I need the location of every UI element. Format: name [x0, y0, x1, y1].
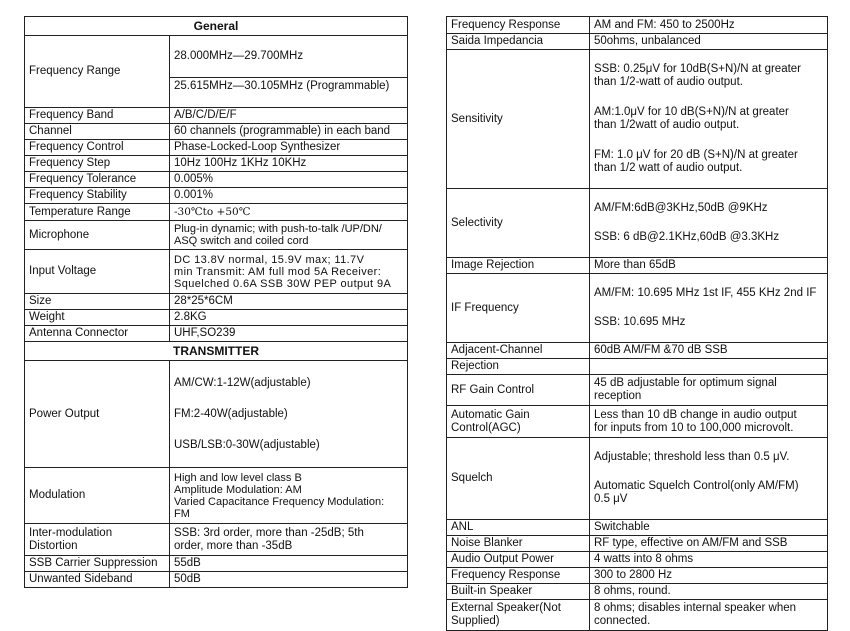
spec-row	[25, 108, 408, 124]
spec-value: 28.000MHz—29.700MHz	[174, 50, 304, 62]
spec-value: SSB: 6 dB@2.1KHz,60dB @3.3KHz	[594, 231, 780, 243]
spec-value: AM:1.0μV for 10 dB(S+N)/N at greater than 1/2watt of audio output.	[594, 106, 789, 131]
spec-row	[25, 294, 408, 310]
spec-value: More than 65dB	[590, 258, 828, 274]
spec-row	[447, 50, 828, 189]
spec-row	[25, 156, 408, 172]
spec-value: SSB: 0.25μV for 10dB(S+N)/N at greater than 1/2-watt of audio output.	[594, 63, 802, 88]
spec-value: Less than 10 dB change in audio output for inputs from 10 to 100,000 microvolt.	[590, 406, 828, 438]
spec-label: Audio Output Power	[447, 552, 590, 568]
spec-label: Squelch	[447, 438, 590, 520]
spec-value: AM/FM:6dB@3KHz,50dB @9KHz	[594, 202, 768, 214]
spec-row	[447, 258, 828, 274]
spec-row	[25, 172, 408, 188]
spec-value: High and low level class B Amplitude Modulation: AM Varied Capacitance Frequency Modulation: FM	[170, 468, 408, 524]
spec-row	[447, 552, 828, 568]
spec-row	[25, 250, 408, 294]
spec-label: RF Gain Control	[447, 375, 590, 406]
spec-row	[447, 274, 828, 343]
spec-value: 4 watts into 8 ohms	[590, 552, 828, 568]
spec-row	[25, 140, 408, 156]
spec-label: Frequency Control	[25, 140, 170, 156]
spec-label: IF Frequency	[447, 274, 590, 343]
spec-label: Weight	[25, 310, 170, 326]
spec-value: -30℃to +50℃	[170, 204, 408, 221]
spec-value: 50ohms, unbalanced	[590, 34, 828, 50]
spec-value: AM/FM: 10.695 MHz 1st IF, 455 KHz 2nd IF	[594, 287, 817, 299]
spec-row	[447, 406, 828, 438]
spec-value: 10Hz 100Hz 1KHz 10KHz	[170, 156, 408, 172]
spec-value: 60 channels (programmable) in each band	[170, 124, 408, 140]
spec-label: Selectivity	[447, 189, 590, 258]
spec-label: Size	[25, 294, 170, 310]
spec-value: 0.001%	[170, 188, 408, 204]
spec-label: Unwanted Sideband	[25, 572, 170, 588]
spec-row	[447, 17, 828, 34]
spec-value: 0.005%	[170, 172, 408, 188]
spec-label: ANL	[447, 520, 590, 536]
spec-value: AM and FM: 450 to 2500Hz	[590, 17, 828, 34]
spec-value: 45 dB adjustable for optimum signal reception	[590, 375, 828, 406]
spec-row	[25, 310, 408, 326]
spec-value: DC 13.8V normal, 15.9V max; 11.7V min Transmit: AM full mod 5A Receiver: Squelched 0.6A SSB 30W PEP output 9A	[170, 250, 408, 294]
spec-row	[447, 520, 828, 536]
transmitter-section-title: TRANSMITTER	[25, 342, 408, 361]
spec-label: Frequency Range	[25, 36, 170, 108]
spec-value: Switchable	[590, 520, 828, 536]
spec-label: Frequency Stability	[25, 188, 170, 204]
spec-label: Frequency Step	[25, 156, 170, 172]
spec-label: Automatic Gain Control(AGC)	[447, 406, 590, 438]
spec-row	[25, 221, 408, 250]
spec-label: Built-in Speaker	[447, 584, 590, 600]
spec-label: SSB Carrier Suppression	[25, 556, 170, 572]
spec-value: SSB: 3rd order, more than -25dB; 5th order, more than -35dB	[170, 524, 408, 556]
spec-value: 25.615MHz—30.105MHz (Programmable)	[170, 77, 407, 94]
spec-label: Temperature Range	[25, 204, 170, 221]
spec-label: Frequency Tolerance	[25, 172, 170, 188]
spec-label: Frequency Response	[447, 17, 590, 34]
spec-label: Channel	[25, 124, 170, 140]
spec-value: 60dB AM/FM &70 dB SSB	[590, 343, 828, 359]
spec-value: A/B/C/D/E/F	[170, 108, 408, 124]
spec-row	[447, 600, 828, 631]
spec-label: Microphone	[25, 221, 170, 250]
spec-row	[25, 188, 408, 204]
spec-value	[590, 359, 828, 375]
spec-value: Adjustable; threshold less than 0.5 μV.	[594, 451, 790, 463]
spec-row	[25, 524, 408, 556]
spec-value: 28*25*6CM	[170, 294, 408, 310]
spec-row	[447, 189, 828, 258]
spec-row	[25, 556, 408, 572]
spec-value: FM: 1.0 μV for 20 dB (S+N)/N at greater than 1/2 watt of audio output.	[594, 149, 798, 174]
spec-label: Image Rejection	[447, 258, 590, 274]
spec-row	[25, 204, 408, 221]
spec-value: UHF,SO239	[170, 326, 408, 342]
spec-row	[25, 326, 408, 342]
spec-value: USB/LSB:0-30W(adjustable)	[174, 439, 320, 451]
spec-label: Inter-modulation Distortion	[25, 524, 170, 556]
spec-value: 8 ohms; disables internal speaker when connected.	[590, 600, 828, 631]
spec-row	[447, 375, 828, 406]
spec-value: 2.8KG	[170, 310, 408, 326]
general-spec-table	[24, 16, 408, 588]
spec-value: FM:2-40W(adjustable)	[174, 408, 288, 420]
spec-row	[447, 584, 828, 600]
spec-label: Input Voltage	[25, 250, 170, 294]
spec-label: Power Output	[25, 361, 170, 468]
spec-row	[447, 536, 828, 552]
spec-value: AM/CW:1-12W(adjustable)	[174, 377, 311, 389]
spec-label: Rejection	[447, 359, 590, 375]
spec-label: Frequency Band	[25, 108, 170, 124]
spec-label: External Speaker(Not Supplied)	[447, 600, 590, 631]
spec-value: RF type, effective on AM/FM and SSB	[590, 536, 828, 552]
spec-row	[25, 124, 408, 140]
spec-label: Adjacent-Channel	[447, 343, 590, 359]
general-section-title: General	[25, 17, 408, 36]
spec-row	[447, 568, 828, 584]
spec-row	[447, 438, 828, 520]
spec-value: Plug-in dynamic; with push-to-talk /UP/DN/ ASQ switch and coiled cord	[170, 221, 408, 250]
spec-value: 300 to 2800 Hz	[590, 568, 828, 584]
spec-label: Sensitivity	[447, 50, 590, 189]
spec-row	[25, 572, 408, 588]
spec-value: SSB: 10.695 MHz	[594, 316, 686, 328]
spec-label: Antenna Connector	[25, 326, 170, 342]
spec-row	[447, 359, 828, 375]
spec-row	[447, 34, 828, 50]
spec-label: Frequency Response	[447, 568, 590, 584]
spec-value: 55dB	[170, 556, 408, 572]
spec-row	[25, 36, 408, 108]
spec-row	[447, 343, 828, 359]
spec-value: Phase-Locked-Loop Synthesizer	[170, 140, 408, 156]
spec-row	[25, 361, 408, 468]
spec-label: Saida Impedancia	[447, 34, 590, 50]
spec-label: Noise Blanker	[447, 536, 590, 552]
spec-row	[25, 468, 408, 524]
spec-value: Automatic Squelch Control(only AM/FM) 0.5 μV	[594, 480, 799, 505]
receiver-spec-table	[446, 16, 828, 631]
spec-value: 50dB	[170, 572, 408, 588]
spec-value: 8 ohms, round.	[590, 584, 828, 600]
spec-label: Modulation	[25, 468, 170, 524]
